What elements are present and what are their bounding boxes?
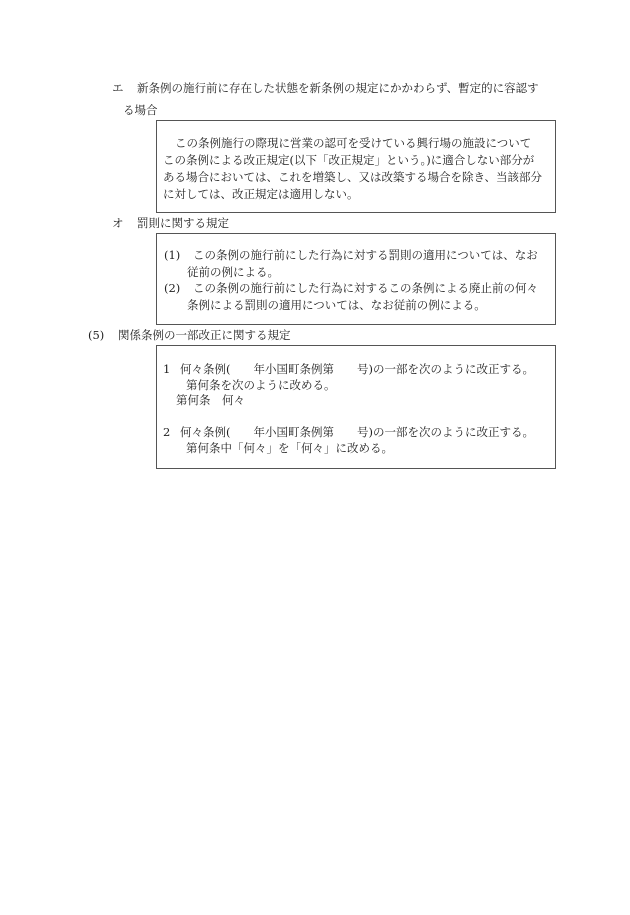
section-5-marker: (5) <box>88 328 105 342</box>
section-o-item-line: 従前の例による。 <box>187 265 279 279</box>
section-5-item-line: 第何条中「何々」を「何々」に改める。 <box>186 441 393 455</box>
section-e-box <box>156 120 556 213</box>
section-5-item-number: 2 <box>163 425 171 439</box>
section-o-item-line: この条例の施行前にした行為に対するこの条例による廃止前の何々 <box>193 281 538 295</box>
section-e-box-line: に対しては、改正規定は適用しない。 <box>163 187 359 201</box>
section-o-item-number: (2) <box>164 281 181 295</box>
section-o-marker: オ <box>112 216 124 230</box>
section-e-marker: エ <box>112 81 124 95</box>
section-e-box-line: この条例施行の際現に営業の認可を受けている興行場の施設について <box>175 136 532 150</box>
section-5-item-number: 1 <box>163 362 171 376</box>
section-5-box <box>156 345 556 469</box>
section-o-item-number: (1) <box>164 248 181 262</box>
section-e-box-line: ある場合においては、これを増築し、又は改築する場合を除き、当該部分 <box>163 170 543 184</box>
section-5-item-line: 何々条例( 年小国町条例第 号)の一部を次のように改正する。 <box>180 425 534 439</box>
section-5-item-line: 第何条 何々 <box>176 393 245 407</box>
section-o-item-line: 条例による罰則の適用については、なお従前の例による。 <box>187 298 486 312</box>
section-o-box <box>156 233 556 325</box>
section-o-heading: 罰則に関する規定 <box>137 216 229 230</box>
section-e-box-line: この条例による改正規定(以下「改正規定」という。)に適合しない部分が <box>163 153 535 167</box>
section-5-item-line: 何々条例( 年小国町条例第 号)の一部を次のように改正する。 <box>180 362 534 376</box>
section-5-heading: 関係条例の一部改正に関する規定 <box>118 328 291 342</box>
section-e-heading-line2: る場合 <box>123 103 158 117</box>
section-o-item-line: この条例の施行前にした行為に対する罰則の適用については、なお <box>193 248 538 262</box>
section-5-item-line: 第何条を次のように改める。 <box>186 378 336 392</box>
section-e-heading-line1: 新条例の施行前に存在した状態を新条例の規定にかかわらず、暫定的に容認す <box>137 81 539 95</box>
